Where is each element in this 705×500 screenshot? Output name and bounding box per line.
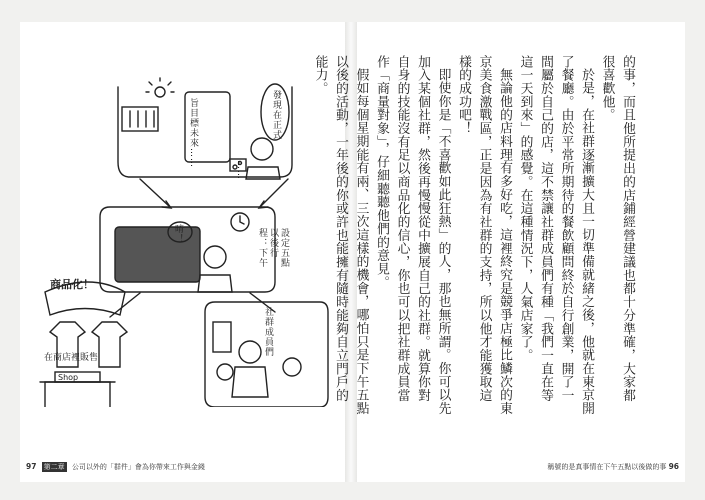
bubble-dots: …… xyxy=(235,160,245,180)
left-running-title: 公司以外的「群件」會為你帶來工作與金錢 xyxy=(71,463,205,471)
right-running-title: 稱號的是真事情在下午五點以後做的事 xyxy=(547,463,667,471)
paragraph: 的事，而且他所提出的店鋪經營建議也都十分準確，大家都很喜歡他。 xyxy=(599,55,635,403)
left-page xyxy=(20,22,345,482)
speech-community: 社群成員們 xyxy=(263,307,273,357)
paragraph: 即使你是「不喜歡如此狂熱」的人，那也無所謂。你可以先加入某個社群，然後再慢慢從中擴展自己的社群。就算你對自身的技能沒有足以商品化的信心，你也可以把社群成員當作「商量對象」，仔細聽聽他們的意見。 xyxy=(374,55,451,415)
chapter-label: 第二章 xyxy=(43,463,65,471)
right-footer xyxy=(547,462,679,472)
bubble-top-right: 發現在正式 xyxy=(271,90,281,140)
bubble-short: 唷！ xyxy=(173,224,183,244)
left-footer xyxy=(26,462,205,472)
left-page-number: 97 xyxy=(26,462,37,471)
shop-sign: Shop xyxy=(58,373,79,382)
paragraph: 於是，在社群逐漸擴大且一切準備就緒之後，他就在東京開了餐廳。由於平常所期待的餐飲顧問終於自行創業，開了一間屬於自己的店，這不禁讓社群成員們有種「我們一直在等這一天到來」的感覺。在這種情況下，人氣店家了。 xyxy=(517,55,594,415)
body-text xyxy=(312,55,637,415)
paragraph: 假如每個星期能有兩、三次這樣的機會，哪怕只是下午五點以後的活動，一年後的你或許也能擁有隨時能夠自立門戶的能力。 xyxy=(312,55,369,415)
speech-product: 商品化！ xyxy=(50,278,94,291)
bubble-top-left: 旨目標未來…… xyxy=(188,98,198,168)
right-page-number: 96 xyxy=(668,462,679,471)
right-page xyxy=(312,22,685,482)
bubble-middle: 設定五點以後行程：下午 xyxy=(257,228,289,268)
caption-shop: 在商店裡販售 xyxy=(44,353,99,363)
paragraph: 無論他的店料理有多好吃，這裡終究是競爭店極比鱗次的東京美食激戰區，正是因為有社群的支持，所以他才能獲取這樣的成功吧！ xyxy=(456,55,512,415)
